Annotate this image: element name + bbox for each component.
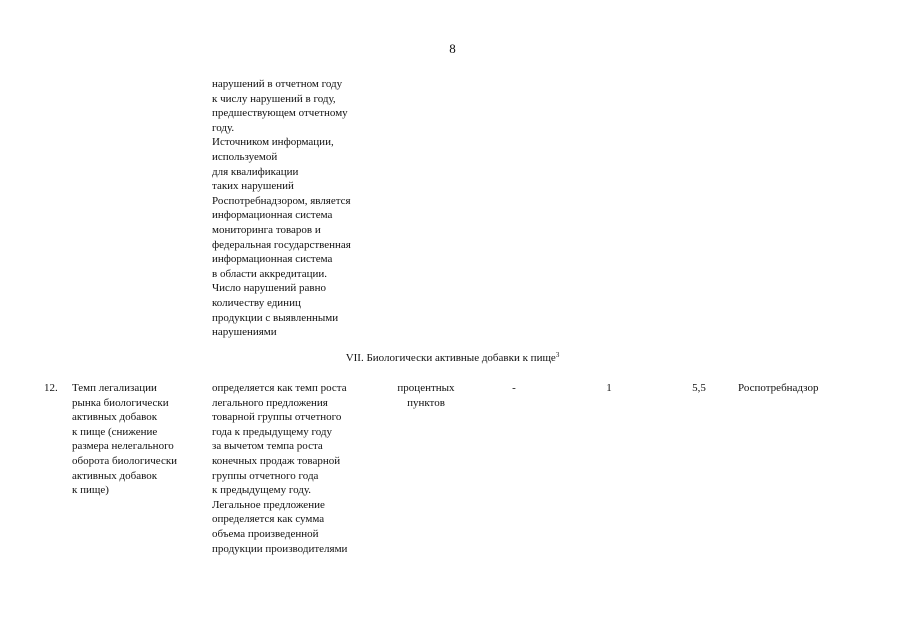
section-heading <box>0 351 905 366</box>
target-value-1-cell: 1 <box>606 382 612 394</box>
row-number: 12. <box>44 382 58 394</box>
continued-description-cell: нарушений в отчетном году к числу нарушений в году, предшествующем отчетному году. Источником информации, используемой для квалификации таких нарушений Роспотребнадзором, является информационная система мониторинга товаров и федеральная государственная информационная система в области аккредитации. Число нарушений равно количеству единиц продукции с выявленными нарушениями <box>212 78 351 339</box>
base-value-cell: - <box>512 382 516 394</box>
responsible-agency-cell: Роспотребнадзор <box>738 382 819 394</box>
page-number: 8 <box>449 41 456 56</box>
section-title-text: VII. Биологически активные добавки к пище <box>345 352 556 364</box>
target-value-2-cell: 5,5 <box>692 382 706 394</box>
section-footnote-mark: 3 <box>555 351 560 359</box>
indicator-name-cell: Темп легализации рынка биологически активных добавок к пище (снижение размера нелегального оборота биологически активных добавок к пище) <box>72 382 178 497</box>
calculation-method-cell: определяется как темп роста легального предложения товарной группы отчетного года к предыдущему году за вычетом темпа роста конечных продаж товарной группы отчетного года к предыдущему году. Легальное предложение определяется как сумма объема произведенной продукции производителями <box>212 382 348 555</box>
unit-cell: процентных пунктов <box>397 382 455 409</box>
